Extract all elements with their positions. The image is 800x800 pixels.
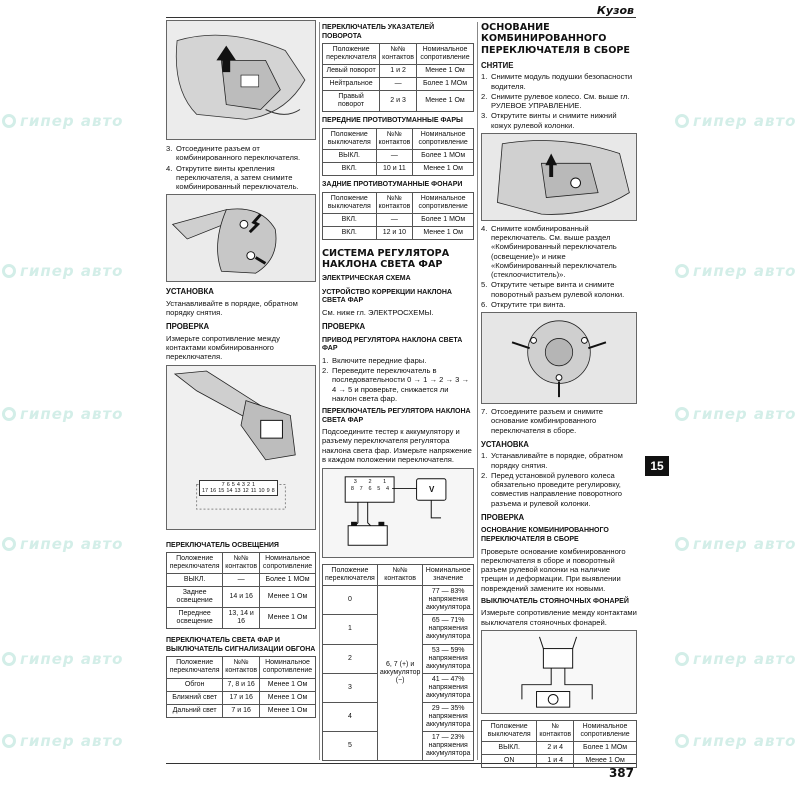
watermark-left-5: гипер авто — [2, 650, 123, 668]
table-row: 0 6, 7 (+) и аккумулятор (−) 77 — 83% напряжения аккумулятора — [323, 586, 474, 615]
table-header: Номинальное сопротивление — [574, 720, 637, 741]
connector-pin: 6 — [226, 481, 230, 488]
step-text: Открутите винты и снимите нижний кожух рулевой колонки. — [491, 111, 617, 130]
leveling-system-title: СИСТЕМА РЕГУЛЯТОРА НАКЛОНА СВЕТА ФАР — [322, 247, 450, 271]
turn-switch-heading: ПЕРЕКЛЮЧАТЕЛЬ УКАЗАТЕЛЕЙ ПОВОРОТА — [322, 24, 435, 40]
watermark-left-6: гипер авто — [2, 732, 123, 750]
leveling-device-heading: УСТРОЙСТВО КОРРЕКЦИИ НАКЛОНА СВЕТА ФАР — [322, 288, 452, 305]
connector-pin: 12 — [242, 487, 249, 494]
connector-pin: 17 — [202, 487, 209, 494]
check-heading: ПРОВЕРКА — [481, 512, 525, 522]
watermark-left-3: гипер авто — [2, 405, 123, 423]
step-text: Устанавливайте в порядке, обратном порядку снятия. — [491, 451, 623, 470]
step-number: 1. — [322, 355, 329, 365]
table-row: Обгон 7, 8 и 16 Менее 1 Ом — [167, 678, 316, 691]
table-row: ON 1 и 4 Менее 1 Ом — [482, 754, 637, 767]
table-row: ВЫКЛ. 2 и 4 Более 1 МОм — [482, 741, 637, 754]
table-row: Ближний свет 17 и 16 Менее 1 Ом — [167, 691, 316, 704]
connector-pin: 4 — [386, 486, 390, 493]
connector-pin: 2 — [368, 479, 372, 486]
table-header: №№ контактов — [377, 565, 423, 586]
step-text: Снимите рулевое колесо. См. выше гл. РУЛЕВОЕ УПРАВЛЕНИЕ. — [491, 91, 630, 111]
front-fog-table — [322, 128, 474, 176]
step-text: Включите передние фары. — [332, 355, 427, 365]
switch-connector — [199, 480, 278, 497]
step-text: Открутите винты крепления переключателя, а затем снимите комбинированный переключатель. — [176, 163, 299, 191]
table-header: Положение переключателя — [167, 553, 223, 574]
column-cover-illustration — [481, 133, 637, 221]
lights-switch-table — [166, 552, 316, 629]
watermark-left-4: гипер авто — [2, 535, 123, 553]
parking-switch-diagram — [481, 630, 637, 714]
connector-pin: 9 — [266, 487, 270, 494]
table-header: Номинальное значение — [423, 565, 474, 586]
beam-switch-table — [166, 656, 316, 717]
step-number: 3. — [481, 111, 488, 121]
removal-heading: СНЯТИЕ — [481, 60, 514, 70]
parking-switch-text: Измерьте сопротивление между контактами выключателя стояночных фонарей. — [481, 608, 637, 627]
leveling-drive-heading: ПРИВОД РЕГУЛЯТОРА НАКЛОНА СВЕТА ФАР — [322, 336, 463, 353]
connector-pin: 13 — [234, 487, 241, 494]
table-row: Переднее освещение 13, 14 и 16 Менее 1 Ом — [167, 608, 316, 629]
table-header: Номинальное сопротивление — [413, 192, 474, 213]
lights-switch-heading: ПЕРЕКЛЮЧАТЕЛЬ ОСВЕЩЕНИЯ — [166, 541, 279, 549]
rear-fog-heading: ЗАДНИЕ ПРОТИВОТУМАННЫЕ ФОНАРИ — [322, 181, 463, 189]
base-check-text: Проверьте основание комбинированного переключателя в сборе и поворотный разъем рулевой колонки на наличие трещин и деформации. При выявлении повреждений замените их новыми. — [481, 546, 626, 593]
watermark-left-1: гипер авто — [2, 112, 123, 130]
table-header: Положение выключателя — [323, 128, 377, 149]
electric-scheme-heading: ЭЛЕКТРИЧЕСКАЯ СХЕМА — [322, 275, 411, 283]
column-divider-1 — [319, 22, 320, 760]
column-1 — [166, 20, 316, 718]
base-assembly-title: ОСНОВАНИЕ КОМБИНИРОВАННОГО ПЕРЕКЛЮЧАТЕЛЯ В СБОРЕ — [481, 22, 630, 56]
column-2 — [322, 20, 474, 761]
table-header: Положение переключателя — [167, 657, 223, 678]
table-header: №№ контактов — [223, 553, 260, 574]
watermark-right-4: гипер авто — [675, 535, 796, 553]
connector-pin: 3 — [241, 481, 245, 488]
table-row: ВЫКЛ. — Более 1 МОм — [323, 149, 474, 162]
step-number: 1. — [481, 451, 488, 461]
table-row: 2 53 — 59% напряжения аккумулятора — [323, 644, 474, 673]
connector-pin: 7 — [221, 481, 225, 488]
header-rule — [166, 17, 636, 18]
watermark-right-2: гипер авто — [675, 262, 796, 280]
table-row: ВКЛ. 10 и 11 Менее 1 Ом — [323, 163, 474, 176]
connector-pin: 6 — [368, 486, 372, 493]
contacts-cell: 6, 7 (+) и аккумулятор (−) — [377, 586, 423, 761]
voltmeter-label: V — [429, 485, 435, 495]
connector-pin: 11 — [250, 487, 257, 494]
watermark-right-3: гипер авто — [675, 405, 796, 423]
step-text: Открутите четыре винта и снимите поворотный разъем рулевой колонки. — [491, 280, 625, 299]
step-number: 4. — [166, 163, 173, 173]
watermark-right-5: гипер авто — [675, 650, 796, 668]
step-number: 2. — [322, 366, 329, 376]
connector-pin: 5 — [377, 486, 381, 493]
table-row: 3 41 — 47% напряжения аккумулятора — [323, 673, 474, 702]
watermark-right-1: гипер авто — [675, 112, 796, 130]
leveling-switch-heading: ПЕРЕКЛЮЧАТЕЛЬ РЕГУЛЯТОРА НАКЛОНА СВЕТА ФАР — [322, 408, 471, 424]
connector-pin: 2 — [246, 481, 251, 488]
check-text: Измерьте сопротивление между контактами комбинированного переключателя. — [166, 333, 280, 362]
connector-pin: 16 — [210, 487, 217, 494]
table-row: 1 65 — 71% напряжения аккумулятора — [323, 615, 474, 644]
step-number: 2. — [481, 470, 488, 480]
connector-pin: 14 — [226, 487, 233, 494]
connector-pin: 15 — [218, 487, 225, 494]
leveling-device-text: См. ниже гл. ЭЛЕКТРОСХЕМЫ. — [322, 308, 434, 317]
diagram-connector — [348, 479, 392, 493]
parking-switch-table — [481, 720, 637, 768]
step-number: 4. — [481, 223, 488, 233]
step-text: Снимите комбинированный переключатель. См. выше раздел «Комбинированный переключатель (освещение)» и ниже «Комбинированный переключатель (стеклоочиститель)». — [491, 223, 617, 280]
turn-switch-table — [322, 43, 474, 112]
voltage-test-diagram — [322, 468, 474, 558]
step-number: 2. — [481, 91, 488, 101]
table-header: Номинальное сопротивление — [260, 657, 316, 678]
column-divider-2 — [477, 22, 478, 760]
step-text: Отсоедините разъем от комбинированного переключателя. — [176, 144, 301, 163]
switch-screws-illustration — [166, 194, 316, 282]
step-number: 5. — [481, 280, 488, 290]
watermark-right-6: гипер авто — [675, 732, 796, 750]
connector-pin: 7 — [359, 486, 363, 493]
connector-pin: 5 — [231, 481, 235, 488]
table-header: Положение переключателя — [323, 565, 378, 586]
step-number: 1. — [481, 72, 488, 82]
column-3 — [481, 20, 637, 768]
parking-switch-heading: ВЫКЛЮЧАТЕЛЬ СТОЯНОЧНЫХ ФОНАРЕЙ — [481, 597, 629, 605]
check-heading: ПРОВЕРКА — [322, 322, 366, 332]
step-text: Переведите переключатель в последовательности 0 → 1 → 2 → 3 → 4 → 5 и проверьте, снижается ли наклон света фар. — [332, 366, 470, 403]
install-text: Устанавливайте в порядке, обратном порядку снятия. — [166, 298, 298, 317]
table-row: Нейтральное — Более 1 МОм — [323, 78, 474, 91]
table-header: Номинальное сопротивление — [260, 553, 316, 574]
table-row: Заднее освещение 14 и 16 Менее 1 Ом — [167, 587, 316, 608]
table-header: № контактов — [537, 720, 574, 741]
table-header: Номинальное сопротивление — [413, 128, 474, 149]
base-assembly-illustration — [481, 312, 637, 404]
step-text: Перед установкой рулевого колеса обязательно проведите регулировку, совместив направление поворотного разъема и рулевой колонки. — [491, 470, 622, 508]
connector-pin: 1 — [252, 481, 256, 488]
table-row: 4 29 — 35% напряжения аккумулятора — [323, 702, 474, 731]
base-check-heading: ОСНОВАНИЕ КОМБИНИРОВАННОГО ПЕРЕКЛЮЧАТЕЛЯ В СБОРЕ — [481, 527, 609, 543]
rear-fog-table — [322, 192, 474, 240]
connector-removal-illustration — [166, 20, 316, 140]
table-header: Номинальное сопротивление — [416, 44, 473, 65]
chapter-tab: 15 — [645, 456, 669, 476]
page-number: 387 — [608, 766, 634, 780]
table-row: ВКЛ. — Более 1 МОм — [323, 213, 474, 226]
table-row: Правый поворот 2 и 3 Менее 1 Ом — [323, 91, 474, 112]
table-header: Положение переключателя — [323, 44, 380, 65]
table-row: 5 17 — 23% напряжения аккумулятора — [323, 731, 474, 760]
watermark-left-2: гипер авто — [2, 262, 123, 280]
table-row: ВЫКЛ. — Более 1 МОм — [167, 574, 316, 587]
combination-switch-illustration — [166, 365, 316, 530]
check-heading: ПРОВЕРКА — [166, 322, 210, 332]
table-header: №№ контактов — [223, 657, 260, 678]
step-text: Снимите модуль подушки безопасности водителя. — [491, 72, 633, 91]
table-row: Левый поворот 1 и 2 Менее 1 Ом — [323, 65, 474, 78]
table-header: №№ контактов — [380, 44, 417, 65]
install-heading: УСТАНОВКА — [166, 287, 214, 297]
leveling-switch-text: Подсоедините тестер к аккумулятору и разъему переключателя регулятора наклона света фар. Измерьте напряжение в каждом положении переключателя. — [322, 427, 472, 464]
step-text: Открутите три винта. — [491, 299, 566, 309]
table-header: №№ контактов — [376, 128, 413, 149]
table-header: Положение выключателя — [482, 720, 537, 741]
step-number: 3. — [166, 144, 173, 153]
connector-pin: 8 — [271, 487, 275, 494]
table-row: ВКЛ. 12 и 10 Менее 1 Ом — [323, 226, 474, 239]
connector-pin: 4 — [236, 481, 240, 488]
connector-pin: 3 — [353, 479, 357, 486]
install-heading: УСТАНОВКА — [481, 439, 529, 449]
connector-pin: 10 — [258, 487, 265, 494]
table-header: Положение выключателя — [323, 192, 377, 213]
leveling-voltage-table — [322, 564, 474, 761]
connector-pin: 1 — [383, 479, 387, 486]
step-number: 7. — [481, 407, 488, 417]
table-header: №№ контактов — [376, 192, 413, 213]
step-number: 6. — [481, 299, 488, 309]
table-row: Дальний свет 7 и 16 Менее 1 Ом — [167, 704, 316, 717]
step-text: Отсоедините разъем и снимите основание комбинированного переключателя в сборе. — [491, 407, 603, 435]
beam-switch-heading: ПЕРЕКЛЮЧАТЕЛЬ СВЕТА ФАР И ВЫКЛЮЧАТЕЛЬ СИГНАЛИЗАЦИИ ОБГОНА — [166, 637, 316, 653]
front-fog-heading: ПЕРЕДНИЕ ПРОТИВОТУМАННЫЕ ФАРЫ — [322, 117, 463, 125]
connector-pin: 8 — [350, 486, 354, 493]
section-title: Кузов — [596, 4, 634, 17]
